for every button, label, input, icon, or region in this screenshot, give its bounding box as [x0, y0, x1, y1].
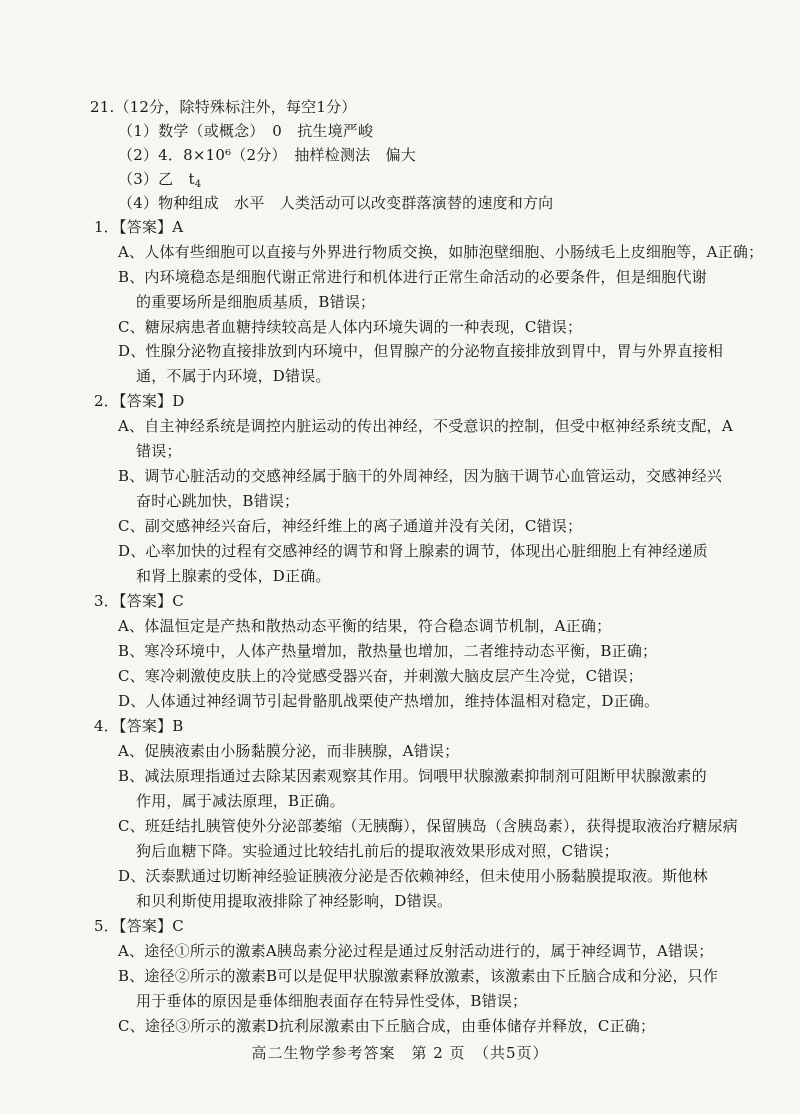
- q3-option-b: B、寒冷环境中，人体产热量增加，散热量也增加，二者维持动态平衡，B正确；: [118, 642, 658, 660]
- q4-header: 4．【答案】B: [94, 717, 184, 735]
- q21-line-2: （2）4．8×10⁶（2分） 抽样检测法 偏大: [118, 146, 416, 164]
- q4-option-b: B、减法原理指通过去除某因素观察其作用。饲喂甲状腺激素抑制剂可阻断甲状腺激素的: [118, 767, 707, 785]
- q5-option-b-cont: 用于垂体的原因是垂体细胞表面存在特异性受体，B错误；: [136, 992, 528, 1010]
- q21-header: 21.（12分，除特殊标注外，每空1分）: [90, 98, 357, 116]
- q21-line-1: （1）数学（或概念） 0 抗生境严峻: [118, 122, 374, 140]
- q1-option-b: B、内环境稳态是细胞代谢正常进行和机体进行正常生命活动的必要条件，但是细胞代谢: [118, 268, 707, 286]
- q4-option-d-cont: 和贝利斯使用提取液排除了神经影响，D错误。: [136, 892, 453, 910]
- q1-header: 1．【答案】A: [94, 218, 184, 236]
- q4-option-b-cont: 作用，属于减法原理，B正确。: [136, 792, 345, 810]
- q5-option-a: A、途径①所示的激素A胰岛素分泌过程是通过反射活动进行的，属于神经调节，A错误；: [118, 942, 714, 960]
- q4-option-a: A、促胰液素由小肠黏膜分泌，而非胰腺，A错误；: [118, 742, 460, 760]
- q2-option-d: D、心率加快的过程有交感神经的调节和肾上腺素的调节，体现出心脏细胞上有神经递质: [118, 542, 708, 560]
- q5-header: 5．【答案】C: [94, 917, 184, 935]
- q3-option-c: C、寒冷刺激使皮肤上的冷觉感受器兴奋，并刺激大脑皮层产生冷觉，C错误；: [118, 667, 643, 685]
- q1-option-b-cont: 的重要场所是细胞质基质，B错误；: [136, 293, 376, 311]
- q4-option-c-cont: 狗后血糖下降。实验通过比较结扎前后的提取液效果形成对照，C错误；: [136, 842, 619, 860]
- q2-option-b-cont: 奋时心跳加快，B错误；: [136, 492, 300, 510]
- q4-option-c: C、班廷结扎胰管使外分泌部萎缩（无胰酶），保留胰岛（含胰岛素），获得提取液治疗糖尿病: [118, 817, 738, 835]
- q21-line-3-subscript: 4: [194, 179, 202, 190]
- q5-option-b: B、途径②所示的激素B可以是促甲状腺激素释放激素，该激素由下丘脑合成和分泌，只作: [118, 967, 719, 985]
- q21-line-3-text: （3）乙 t: [118, 170, 195, 188]
- q3-option-d: D、人体通过神经调节引起骨骼肌战栗使产热增加，维持体温相对稳定，D正确。: [118, 692, 660, 710]
- q4-option-d: D、沃泰默通过切断神经验证胰液分泌是否依赖神经，但未使用小肠黏膜提取液。斯他林: [118, 867, 708, 885]
- q1-option-d: D、性腺分泌物直接排放到内环境中，但胃腺产的分泌物直接排放到胃中，胃与外界直接相: [118, 342, 724, 360]
- page-footer: 高二生物学参考答案 第 2 页 （共5页）: [251, 1044, 549, 1062]
- q1-option-a: A、人体有些细胞可以直接与外界进行物质交换，如肺泡壁细胞、小肠绒毛上皮细胞等，A正确；: [118, 243, 764, 261]
- q2-option-d-cont: 和肾上腺素的受体，D正确。: [136, 567, 331, 585]
- q1-option-c: C、糖尿病患者血糖持续较高是人体内环境失调的一种表现，C错误；: [118, 318, 583, 336]
- q2-option-a: A、自主神经系统是调控内脏运动的传出神经，不受意识的控制，但受中枢神经系统支配，A: [118, 417, 733, 435]
- q1-option-d-cont: 通，不属于内环境，D错误。: [136, 367, 331, 385]
- q3-header: 3．【答案】C: [94, 592, 184, 610]
- q21-line-4: （4）物种组成 水平 人类活动可以改变群落演替的速度和方向: [118, 194, 554, 212]
- q2-option-a-cont: 错误；: [136, 442, 182, 460]
- q2-header: 2．【答案】D: [94, 392, 185, 410]
- q2-option-b: B、调节心脏活动的交感神经属于脑干的外周神经，因为脑干调节心血管运动，交感神经兴: [118, 467, 723, 485]
- q21-line-3: [118, 169, 201, 195]
- q5-option-c: C、途径③所示的激素D抗利尿激素由下丘脑合成，由垂体储存并释放，C正确；: [118, 1017, 656, 1035]
- q2-option-c: C、副交感神经兴奋后，神经纤维上的离子通道并没有关闭，C错误；: [118, 517, 583, 535]
- q3-option-a: A、体温恒定是产热和散热动态平衡的结果，符合稳态调节机制，A正确；: [118, 617, 612, 635]
